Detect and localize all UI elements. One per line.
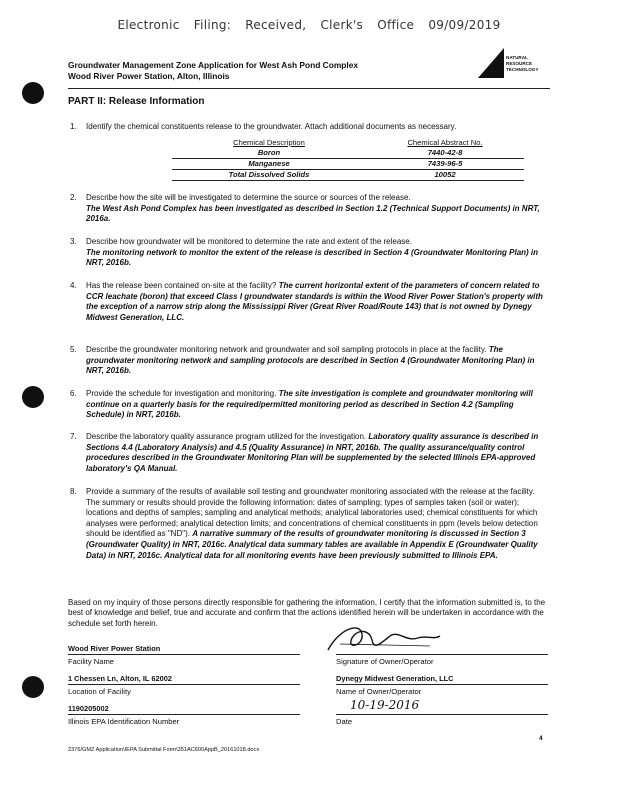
item-1: 1. Identify the chemical constituents release to the groundwater. Attach additional documents as necessary.: [70, 122, 457, 131]
chemical-table-header: [172, 138, 524, 148]
item-6-answer: The site investigation is complete and groundwater monitoring will continue on a quarterly basis for the required/permitted monitoring period as described in Section 4.2 (Sampling Schedule) in NRT, 2016b.: [86, 389, 533, 420]
location-label: Location of Facility: [68, 687, 131, 696]
location-line: [68, 684, 300, 685]
binder-hole-bottom: [22, 676, 44, 698]
logo-line-3: TECHNOLOGY: [506, 67, 539, 72]
date-label: Date: [336, 717, 353, 726]
header-divider: [68, 88, 550, 89]
item-8-question: Provide a summary of the results of available soil testing and groundwater monitoring associated with the release at the facility. The summary or results should provide the following information: dates of sampling; types of samples taken (soil or water); locations and depths of samples; sampling and analytical methods; analytical laboratories used; chemical constituents for which analyses were performed; analytical detection limits; and concentrations of chemical constituents in ppm (levels below detection should be identified as "ND").: [86, 487, 538, 539]
item-7: 7. Describe the laboratory quality assurance program utilized for the investigation. Laboratory quality assurance is described in Sections 4.4 (Laboratory Analysis) and 4.5 (Quality Assurance) in NRT, 2016b. The quality assurance/quality control procedures described in the Groundwater Monitoring Plan will be supplemented by the selected Illinois EPA-approved laboratory's QA Manual.: [70, 432, 539, 473]
item-1-question: Identify the chemical constituents release to the groundwater. Attach additional documents as necessary.: [86, 122, 457, 131]
table-row: Total Dissolved Solids 10052: [172, 170, 524, 181]
item-5: 5. Describe the groundwater monitoring network and groundwater and soil sampling protocols in place at the facility. The groundwater monitoring network and sampling protocols are described in Section 4 (Groundwater Monitoring Plan) in NRT, 2016b.: [70, 345, 535, 376]
page-number: 4: [539, 735, 543, 742]
item-3-question: Describe how groundwater will be monitored to determine the rate and extent of the release.: [86, 237, 412, 246]
header-title-line2: Wood River Power Station, Alton, Illinois: [68, 71, 230, 81]
facility-name-value: Wood River Power Station: [68, 644, 161, 653]
item-2: 2. Describe how the site will be investigated to determine the source or sources of the release. The West Ash Pond Complex has been investigated as described in Section 1.2 (Technical Support Documents) in NRT, 2016a.: [86, 193, 546, 225]
signature-line: [336, 654, 548, 655]
document-header: [68, 60, 358, 82]
item-7-question: Describe the laboratory quality assurance program utilized for the investigation.: [86, 432, 367, 441]
owner-name-value: Dynegy Midwest Generation, LLC: [336, 674, 454, 683]
footer-filepath: 2376/GMZ Application\IEPA Submittal Form\351AC600AppB_20161018.docx: [68, 747, 260, 753]
epa-id-label: Illinois EPA Identification Number: [68, 717, 180, 726]
logo-line-1: NATURAL: [506, 55, 528, 60]
chemical-description-header: Chemical Description: [233, 138, 305, 147]
filing-stamp: Electronic Filing: Received, Clerk's Office 09/09/2019: [117, 18, 501, 32]
date-line: [336, 714, 548, 715]
item-4-question: Has the release been contained on-site at the facility?: [86, 281, 277, 290]
chemical-abstract-header: Chemical Abstract No.: [407, 138, 483, 147]
header-title-line1: Groundwater Management Zone Application for West Ash Pond Complex: [68, 60, 359, 70]
item-3: 3. Describe how groundwater will be monitored to determine the rate and extent of the release. The monitoring network to monitor the extent of the release is described in Section 4 (Groundwater Monitoring Plan) in NRT, 2016b.: [86, 237, 546, 269]
epa-id-line: [68, 714, 300, 715]
item-2-answer: The West Ash Pond Complex has been investigated as described in Section 1.2 (Technical Support Documents) in NRT, 2016a.: [86, 203, 540, 224]
item-7-answer: Laboratory quality assurance is described in Sections 4.4 (Laboratory Analysis) and 4.5 (Quality Assurance) in NRT, 2016b. The quality assurance/quality control procedures described in the Groundwater Monitoring Plan will be supplemented by the selected Illinois EPA-approved laboratory's QA Manual.: [86, 432, 539, 473]
logo-line-2: RESOURCE: [506, 61, 533, 66]
item-5-question: Describe the groundwater monitoring network and groundwater and soil sampling protocols in place at the facility.: [86, 345, 487, 354]
nrt-logo: [476, 46, 556, 86]
certification-statement: Based on my inquiry of those persons directly responsible for gathering the information, I certify that the information submitted is, to the best of knowledge and belief, true and accurate and confirm that the actions identified herein will be undertaken in accordance with the schedule set forth herein.: [68, 598, 546, 628]
item-6-question: Provide the schedule for investigation and monitoring.: [86, 389, 277, 398]
location-value: 1 Chessen Ln, Alton, IL 62002: [68, 674, 172, 683]
item-4-answer: The current horizontal extent of the parameters of concern related to CCR leachate (boron) that exceed Class I groundwater standards is within the Wood River Power Station's property with the exception of a narrow strip along the Mississippi River (Great River Road/Route 143) that is not owned by Dynegy Midwest Generation, LLC.: [86, 281, 543, 322]
facility-name-label: Facility Name: [68, 657, 114, 666]
item-8-answer: A narrative summary of the results of groundwater monitoring is discussed in Section 3 (Groundwater Quality) in NRT, 2016c. Analytical data summary tables are available in Appendix E (Groundwater Quality Data) in NRT, 2016c. Analytical data for all monitoring events have been previously submitted to Illinois EPA.: [86, 529, 538, 560]
facility-name-line: [68, 654, 300, 655]
item-2-question: Describe how the site will be investigated to determine the source or sources of the release.: [86, 193, 411, 202]
table-row: Boron 7440-42-8: [172, 148, 524, 159]
owner-name-line: [336, 684, 548, 685]
item-3-answer: The monitoring network to monitor the extent of the release is described in Section 4 (Groundwater Monitoring Plan) in NRT, 2016b.: [86, 247, 539, 268]
item-6: 6. Provide the schedule for investigation and monitoring. The site investigation is complete and groundwater monitoring will continue on a quarterly basis for the required/permitted monitoring period as described in Section 4.2 (Sampling Schedule) in NRT, 2016b.: [70, 389, 533, 420]
table-row: Manganese 7439-96-5: [172, 159, 524, 170]
epa-id-value: 1190205002: [68, 704, 109, 713]
item-8: 8. Provide a summary of the results of available soil testing and groundwater monitoring associated with the release at the facility. The summary or results should provide the following information: dates of sampling; types of samples taken (soil or water); locations and depths of samples; sampling and analytical methods; analytical laboratories used; chemical constituents for which analyses were performed; analytical detection limits; and concentrations of chemical constituents in ppm (levels below detection should be identified as "ND"). A narrative summary of the results of groundwater monitoring is discussed in Section 3 (Groundwater Quality) in NRT, 2016c. Analytical data summary tables are available in Appendix E (Groundwater Quality Data) in NRT, 2016c. Analytical data for all monitoring events have been previously submitted to Illinois EPA.: [70, 487, 538, 560]
item-4: 4. Has the release been contained on-site at the facility? The current horizontal extent of the parameters of concern related to CCR leachate (boron) that exceed Class I groundwater standards is within the Wood River Power Station's property with the exception of a narrow strip along the Mississippi River (Great River Road/Route 143) that is not owned by Dynegy Midwest Generation, LLC.: [70, 281, 543, 322]
item-5-answer: The groundwater monitoring network and sampling protocols are described in Section 4 (Groundwater Monitoring Plan) in NRT, 2016b.: [86, 345, 535, 376]
owner-name-label: Name of Owner/Operator: [336, 687, 422, 696]
binder-hole-middle: [22, 386, 44, 408]
date-value: 10-19-2016: [350, 698, 420, 712]
signature-label: Signature of Owner/Operator: [336, 657, 434, 666]
binder-hole-top: [22, 82, 44, 104]
part-title: PART II: Release Information: [68, 96, 205, 107]
owner-signature-icon: [300, 620, 460, 658]
nrt-logo-mark-icon: [476, 46, 506, 80]
chemical-table: [172, 138, 524, 181]
